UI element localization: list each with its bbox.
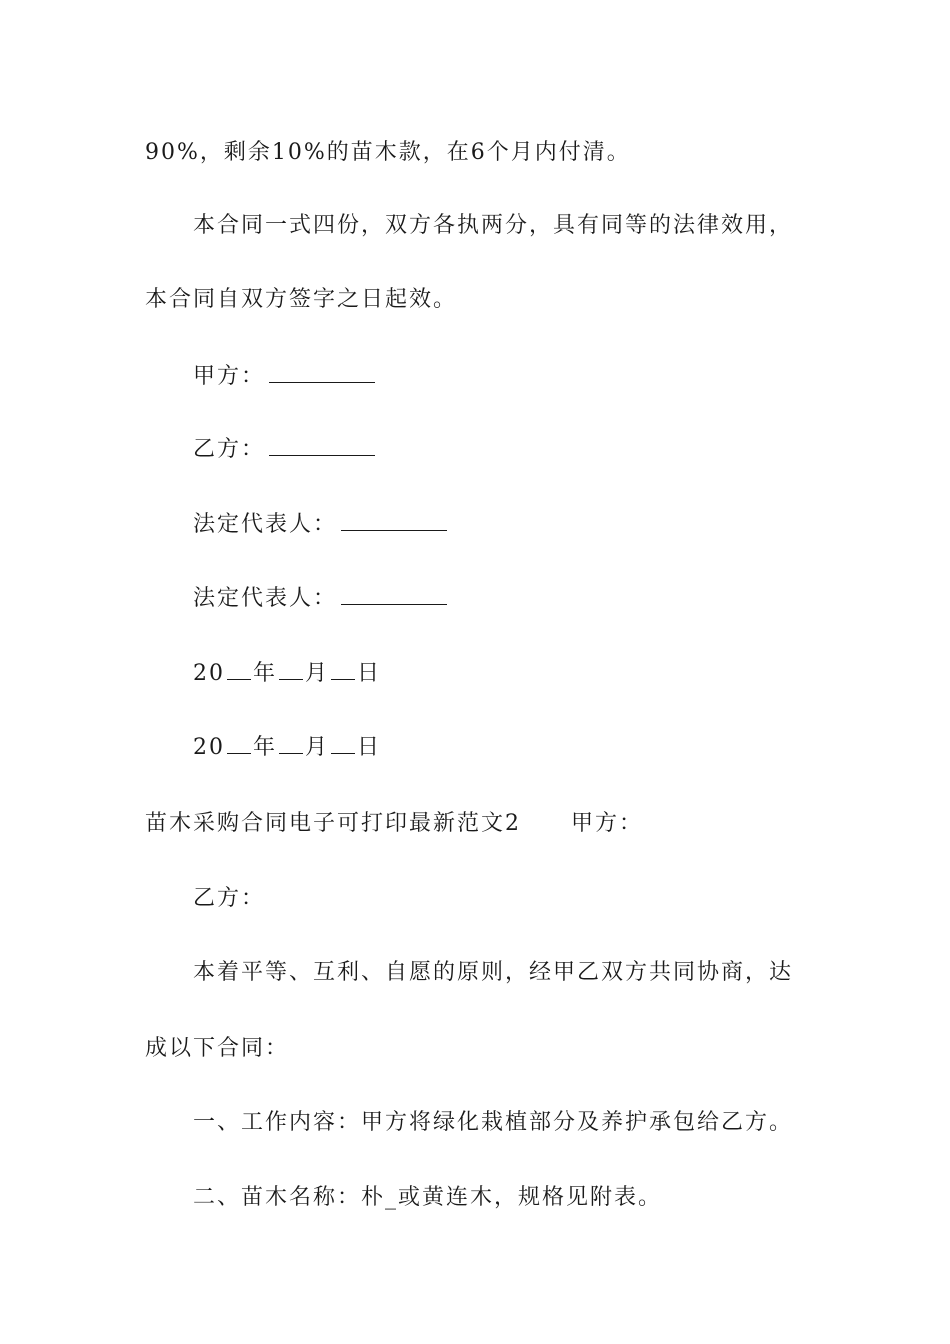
party-a-label: 甲方： — [193, 364, 266, 389]
date-a-year: 年 — [253, 661, 278, 686]
date-a-day-blank — [331, 661, 355, 680]
section-heading-line — [145, 809, 643, 839]
work-content-line: 一、工作内容：甲方将绿化栽植部分及养护承包给乙方。 — [193, 1110, 794, 1135]
date-b-century: 20 — [193, 735, 225, 760]
party-b-label: 乙方： — [193, 437, 266, 462]
principle-line: 本着平等、互利、自愿的原则，经甲乙双方共同协商，达 — [193, 960, 794, 985]
legal-rep-b-blank — [341, 584, 447, 605]
legal-rep-b-line — [193, 584, 447, 614]
party-b-blank — [269, 435, 375, 456]
agreement-line: 成以下合同： — [145, 1036, 290, 1061]
party-b-signature-line — [193, 435, 375, 465]
legal-rep-a-blank — [341, 510, 447, 531]
heading-party-a-label: 甲方： — [571, 811, 644, 836]
date-a-month-blank — [279, 661, 303, 680]
party-b-line-2: 乙方： — [193, 886, 266, 911]
effective-clause-line: 本合同自双方签字之日起效。 — [145, 287, 458, 312]
date-b-month-blank — [279, 735, 303, 754]
date-b-day: 日 — [357, 735, 382, 760]
date-b-year-blank — [227, 735, 251, 754]
party-a-blank — [269, 362, 375, 383]
date-a-century: 20 — [193, 661, 225, 686]
date-b-year: 年 — [253, 735, 278, 760]
date-a-day: 日 — [357, 661, 382, 686]
date-line-a — [193, 659, 381, 689]
legal-rep-b-label: 法定代表人： — [193, 586, 338, 611]
date-b-month: 月 — [305, 735, 330, 760]
date-b-day-blank — [331, 735, 355, 754]
copies-clause-line: 本合同一式四份，双方各执两分，具有同等的法律效用， — [193, 213, 794, 238]
payment-terms-line: 90%，剩余10%的苗木款，在6个月内付清。 — [145, 140, 631, 165]
legal-rep-a-line — [193, 510, 447, 540]
date-a-year-blank — [227, 661, 251, 680]
legal-rep-a-label: 法定代表人： — [193, 512, 338, 537]
party-a-signature-line — [193, 362, 375, 392]
date-a-month: 月 — [305, 661, 330, 686]
date-line-b — [193, 733, 381, 763]
seedling-name-line: 二、苗木名称：朴_或黄连木，规格见附表。 — [193, 1185, 663, 1210]
section-heading: 苗木采购合同电子可打印最新范文2 — [145, 811, 521, 836]
